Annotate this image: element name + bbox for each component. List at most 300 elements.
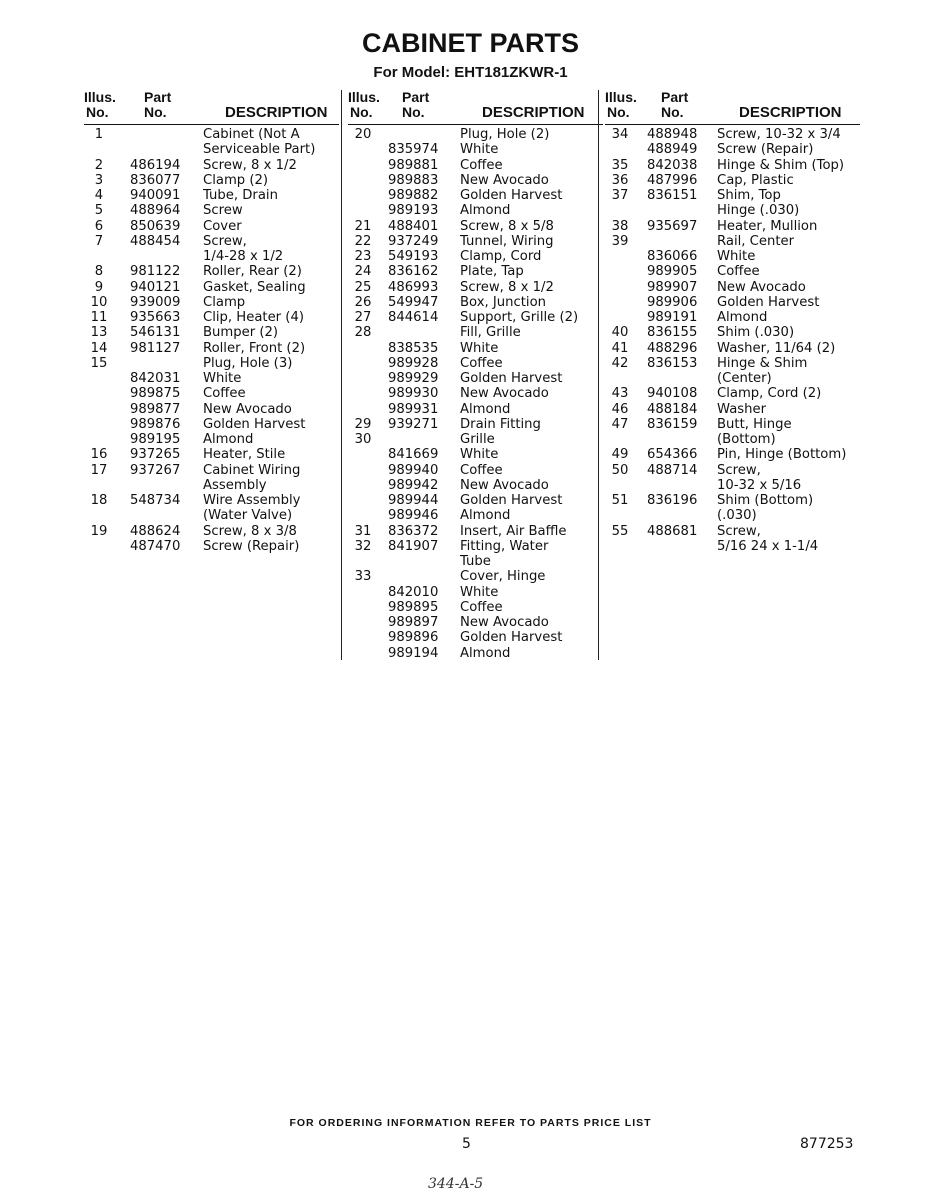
- part-description: Screw: [203, 203, 243, 219]
- part-description: Screw, 8 x 3/8: [203, 523, 297, 539]
- table-row: [348, 402, 603, 417]
- table-row: [605, 508, 860, 523]
- part-number: 989944: [388, 493, 439, 508]
- part-description: Almond: [203, 432, 254, 447]
- part-description: Plug, Hole (2): [460, 127, 550, 142]
- column-header: [84, 88, 339, 125]
- illus-number: 8: [94, 264, 104, 280]
- illus-number: 5: [94, 203, 104, 219]
- part-number: 940121: [130, 279, 181, 295]
- table-row: [84, 219, 339, 234]
- part-description: New Avocado: [460, 477, 549, 493]
- illus-number: 22: [354, 233, 372, 249]
- part-number: 935663: [130, 310, 181, 325]
- part-number: 842010: [388, 584, 439, 600]
- part-number: 989191: [647, 310, 698, 325]
- illus-number: 24: [354, 264, 372, 280]
- illus-number: 18: [90, 493, 108, 508]
- part-description: Almond: [717, 310, 768, 325]
- part-number: 842031: [130, 371, 181, 386]
- part-number: 989897: [388, 615, 439, 630]
- illus-number: 19: [90, 523, 108, 539]
- part-number: 487996: [647, 172, 698, 188]
- table-row: [348, 142, 603, 157]
- part-number: 937267: [130, 462, 181, 478]
- part-description: Plug, Hole (3): [203, 355, 293, 371]
- ordering-note: FOR ORDERING INFORMATION REFER TO PARTS PRICE LIST: [289, 1117, 652, 1129]
- part-description: Rail, Center: [717, 233, 795, 249]
- part-number: 989194: [388, 645, 439, 661]
- part-number: 939009: [130, 294, 181, 310]
- table-row: [605, 478, 860, 493]
- header-part-no: No.: [661, 104, 684, 120]
- table-row: [348, 524, 603, 539]
- part-number: 937265: [130, 447, 181, 463]
- part-description: New Avocado: [460, 615, 549, 630]
- part-number: 841907: [388, 538, 439, 554]
- table-row: [348, 234, 603, 249]
- part-description: Grille: [460, 432, 495, 447]
- table-row: [348, 447, 603, 462]
- illus-number: 25: [354, 279, 372, 295]
- part-description: Heater, Stile: [203, 447, 286, 463]
- header-illus: Illus.: [348, 89, 380, 105]
- part-description: (.030): [717, 508, 757, 524]
- part-number: 989881: [388, 157, 439, 173]
- header-illus: Illus.: [84, 89, 116, 105]
- table-row: [348, 295, 603, 310]
- part-description: Screw, 10-32 x 3/4: [717, 127, 841, 142]
- table-row: [84, 203, 339, 218]
- part-description: Shim, Top: [717, 188, 781, 203]
- part-number: 836153: [647, 355, 698, 371]
- part-description: Heater, Mullion: [717, 218, 818, 234]
- part-description: Screw, 8 x 1/2: [460, 279, 554, 295]
- illus-number: 43: [611, 386, 629, 402]
- illus-number: 13: [90, 325, 108, 341]
- table-row: [348, 554, 603, 569]
- part-number: 488681: [647, 523, 698, 539]
- part-number: 981127: [130, 340, 181, 356]
- part-number: 488964: [130, 203, 181, 219]
- column-divider: [598, 90, 599, 660]
- table-row: [605, 341, 860, 356]
- table-row: [605, 264, 860, 279]
- table-row: [84, 264, 339, 279]
- part-description: Tube: [460, 554, 491, 569]
- part-description: Cabinet (Not A: [203, 127, 300, 142]
- illus-number: 32: [354, 538, 372, 554]
- illus-number: 40: [611, 325, 629, 341]
- part-number: 989928: [388, 355, 439, 371]
- part-description: Golden Harvest: [203, 416, 306, 432]
- illus-number: 1: [94, 127, 104, 142]
- table-row: [348, 615, 603, 630]
- part-number: 940091: [130, 188, 181, 203]
- table-row: [84, 356, 339, 371]
- part-number: 989896: [388, 630, 439, 646]
- table-row: [605, 249, 860, 264]
- table-row: [605, 158, 860, 173]
- part-description: Clip, Heater (4): [203, 310, 304, 325]
- part-description: Washer, 11/64 (2): [717, 340, 836, 356]
- part-description: White: [460, 584, 499, 600]
- part-description: White: [203, 371, 242, 386]
- illus-number: 39: [611, 233, 629, 249]
- table-row: [605, 219, 860, 234]
- illus-number: 49: [611, 447, 629, 463]
- part-description: Screw (Repair): [203, 538, 300, 554]
- table-row: [348, 356, 603, 371]
- table-row: [348, 249, 603, 264]
- illus-number: 38: [611, 218, 629, 234]
- table-row: [605, 310, 860, 325]
- part-description: 10-32 x 5/16: [717, 477, 802, 493]
- table-row: [605, 280, 860, 295]
- part-description: (Bottom): [717, 432, 776, 447]
- table-row: [605, 295, 860, 310]
- part-description: Tube, Drain: [203, 188, 278, 203]
- table-row: [348, 585, 603, 600]
- header-part: Part: [661, 89, 689, 105]
- part-number: 838535: [388, 340, 439, 356]
- part-description: Gasket, Sealing: [203, 279, 306, 295]
- illus-number: 55: [611, 523, 629, 539]
- illus-number: 20: [354, 127, 372, 142]
- parts-column-2: [348, 88, 603, 661]
- part-description: 1/4-28 x 1/2: [203, 249, 284, 264]
- part-description: Golden Harvest: [460, 188, 563, 203]
- part-description: Roller, Rear (2): [203, 264, 302, 280]
- column-divider: [341, 90, 342, 660]
- part-number: 488624: [130, 523, 181, 539]
- table-row: [605, 402, 860, 417]
- header-illus-no: No.: [607, 104, 630, 120]
- illus-number: 33: [354, 569, 372, 585]
- table-row: [348, 478, 603, 493]
- part-number: 981122: [130, 264, 181, 280]
- part-number: 488401: [388, 218, 439, 234]
- part-description: White: [717, 249, 756, 264]
- part-number: 548734: [130, 493, 181, 508]
- header-description: DESCRIPTION: [482, 104, 585, 121]
- part-description: (Water Valve): [203, 508, 293, 524]
- illus-number: 17: [90, 462, 108, 478]
- part-number: 836196: [647, 493, 698, 508]
- document-number: 877253: [800, 1136, 854, 1152]
- column-header: [348, 88, 603, 125]
- table-row: [605, 417, 860, 432]
- table-row: [348, 539, 603, 554]
- part-description: New Avocado: [460, 172, 549, 188]
- part-number: 488949: [647, 142, 698, 158]
- part-number: 836159: [647, 416, 698, 432]
- part-number: 836066: [647, 249, 698, 264]
- model-subtitle: For Model: EHT181ZKWR-1: [373, 64, 568, 81]
- part-description: Golden Harvest: [460, 371, 563, 386]
- illus-number: 2: [94, 157, 104, 173]
- part-number: 989883: [388, 172, 439, 188]
- table-row: [605, 493, 860, 508]
- table-row: [84, 539, 339, 554]
- illus-number: 41: [611, 340, 629, 356]
- part-number: 989895: [388, 599, 439, 615]
- part-description: Assembly: [203, 477, 267, 493]
- table-row: [84, 127, 339, 142]
- illus-number: 10: [90, 294, 108, 310]
- part-description: Clamp, Cord: [460, 249, 542, 264]
- table-row: [84, 173, 339, 188]
- part-number: 989882: [388, 188, 439, 203]
- part-description: Coffee: [460, 355, 503, 371]
- part-number: 488184: [647, 401, 698, 417]
- part-number: 989876: [130, 416, 181, 432]
- table-row: [84, 417, 339, 432]
- part-description: Screw,: [717, 523, 761, 539]
- illus-number: 16: [90, 447, 108, 463]
- illus-number: 23: [354, 249, 372, 264]
- part-number: 836077: [130, 172, 181, 188]
- table-row: [84, 493, 339, 508]
- part-description: Hinge & Shim (Top): [717, 157, 845, 173]
- header-illus-no: No.: [350, 104, 373, 120]
- part-description: Screw,: [717, 462, 761, 478]
- table-row: [605, 524, 860, 539]
- page-title: CABINET PARTS: [361, 28, 579, 58]
- table-row: [348, 646, 603, 661]
- illus-number: 51: [611, 493, 629, 508]
- part-description: Screw (Repair): [717, 142, 814, 158]
- part-description: Washer: [717, 401, 767, 417]
- table-row: [348, 371, 603, 386]
- table-row: [605, 234, 860, 249]
- part-description: White: [460, 340, 499, 356]
- table-row: [348, 188, 603, 203]
- part-number: 844614: [388, 310, 439, 325]
- table-row: [605, 386, 860, 401]
- part-number: 850639: [130, 218, 181, 234]
- illus-number: 4: [94, 188, 104, 203]
- column-header: [605, 88, 860, 125]
- illus-number: 26: [354, 294, 372, 310]
- table-row: [84, 524, 339, 539]
- table-row: [605, 539, 860, 554]
- table-row: [84, 463, 339, 478]
- illus-number: 35: [611, 157, 629, 173]
- part-description: Golden Harvest: [717, 294, 820, 310]
- illus-number: 9: [94, 279, 104, 295]
- part-number: 989877: [130, 401, 181, 417]
- illus-number: 34: [611, 127, 629, 142]
- part-number: 836372: [388, 523, 439, 539]
- part-number: 989875: [130, 386, 181, 402]
- table-row: [84, 341, 339, 356]
- table-row: [348, 280, 603, 295]
- handwritten-note: 344-A-5: [428, 1176, 484, 1192]
- part-description: Shim (Bottom): [717, 493, 814, 508]
- illus-number: 7: [94, 233, 104, 249]
- illus-number: 15: [90, 355, 108, 371]
- part-number: 989195: [130, 432, 181, 447]
- part-description: Coffee: [717, 264, 760, 280]
- part-description: Almond: [460, 508, 511, 524]
- table-row: [605, 463, 860, 478]
- part-number: 989930: [388, 386, 439, 402]
- parts-column-1: [84, 88, 339, 554]
- table-row: [348, 417, 603, 432]
- part-description: Plate, Tap: [460, 264, 524, 280]
- part-number: 940108: [647, 386, 698, 402]
- table-row: [348, 630, 603, 645]
- part-number: 549947: [388, 294, 439, 310]
- table-row: [84, 158, 339, 173]
- part-number: 842038: [647, 157, 698, 173]
- table-row: [348, 386, 603, 401]
- table-row: [348, 493, 603, 508]
- part-number: 487470: [130, 538, 181, 554]
- table-row: [605, 203, 860, 218]
- part-number: 989942: [388, 477, 439, 493]
- part-description: Clamp: [203, 294, 246, 310]
- table-row: [84, 432, 339, 447]
- illus-number: 28: [354, 325, 372, 341]
- table-row: [605, 356, 860, 371]
- table-row: [348, 600, 603, 615]
- part-description: White: [460, 447, 499, 463]
- part-description: Box, Junction: [460, 294, 547, 310]
- part-number: 989193: [388, 203, 439, 219]
- illus-number: 11: [90, 310, 108, 325]
- table-row: [348, 173, 603, 188]
- part-number: 935697: [647, 218, 698, 234]
- header-part: Part: [144, 89, 172, 105]
- part-number: 486993: [388, 279, 439, 295]
- table-row: [84, 447, 339, 462]
- part-number: 989906: [647, 294, 698, 310]
- table-row: [348, 508, 603, 523]
- table-row: [84, 142, 339, 157]
- header-part-no: No.: [144, 104, 167, 120]
- table-row: [84, 478, 339, 493]
- part-description: Fill, Grille: [460, 325, 521, 341]
- illus-number: 46: [611, 401, 629, 417]
- part-description: Coffee: [460, 157, 503, 173]
- part-number: 989907: [647, 279, 698, 295]
- header-illus: Illus.: [605, 89, 637, 105]
- part-description: Screw, 8 x 5/8: [460, 218, 554, 234]
- table-row: [605, 173, 860, 188]
- part-number: 488714: [647, 462, 698, 478]
- table-row: [348, 325, 603, 340]
- part-number: 546131: [130, 325, 181, 341]
- part-number: 549193: [388, 249, 439, 264]
- table-row: [348, 310, 603, 325]
- part-description: Screw, 8 x 1/2: [203, 157, 297, 173]
- part-description: Hinge (.030): [717, 203, 800, 219]
- parts-column-3: [605, 88, 860, 554]
- header-part-no: No.: [402, 104, 425, 120]
- part-number: 937249: [388, 233, 439, 249]
- illus-number: 14: [90, 340, 108, 356]
- illus-number: 36: [611, 172, 629, 188]
- part-description: Cap, Plastic: [717, 172, 794, 188]
- table-row: [84, 402, 339, 417]
- part-number: 989946: [388, 508, 439, 524]
- part-description: Fitting, Water: [460, 538, 549, 554]
- part-description: Almond: [460, 203, 511, 219]
- part-description: Drain Fitting: [460, 416, 541, 432]
- table-row: [84, 295, 339, 310]
- part-number: 488296: [647, 340, 698, 356]
- table-row: [84, 188, 339, 203]
- part-description: Almond: [460, 645, 511, 661]
- table-row: [605, 447, 860, 462]
- part-description: Screw,: [203, 233, 247, 249]
- table-row: [348, 264, 603, 279]
- part-description: Almond: [460, 401, 511, 417]
- part-number: 989940: [388, 462, 439, 478]
- table-row: [348, 219, 603, 234]
- part-number: 939271: [388, 416, 439, 432]
- illus-number: 42: [611, 355, 629, 371]
- part-description: Golden Harvest: [460, 493, 563, 508]
- header-illus-no: No.: [86, 104, 109, 120]
- table-row: [348, 203, 603, 218]
- illus-number: 30: [354, 432, 372, 447]
- table-row: [605, 188, 860, 203]
- part-description: Hinge & Shim: [717, 355, 808, 371]
- part-description: Golden Harvest: [460, 630, 563, 646]
- part-number: 488454: [130, 233, 181, 249]
- part-description: Cabinet Wiring: [203, 462, 301, 478]
- table-row: [84, 325, 339, 340]
- part-number: 488948: [647, 127, 698, 142]
- table-row: [84, 386, 339, 401]
- part-description: Insert, Air Baffle: [460, 523, 567, 539]
- part-number: 835974: [388, 142, 439, 158]
- table-row: [605, 127, 860, 142]
- table-row: [605, 371, 860, 386]
- illus-number: 31: [354, 523, 372, 539]
- table-row: [605, 325, 860, 340]
- part-number: 989905: [647, 264, 698, 280]
- part-number: 486194: [130, 157, 181, 173]
- part-number: 654366: [647, 447, 698, 463]
- part-description: 5/16 24 x 1-1/4: [717, 538, 819, 554]
- table-row: [84, 249, 339, 264]
- illus-number: 37: [611, 188, 629, 203]
- part-description: New Avocado: [717, 279, 806, 295]
- table-row: [348, 158, 603, 173]
- part-description: White: [460, 142, 499, 158]
- part-description: Bumper (2): [203, 325, 279, 341]
- table-row: [348, 432, 603, 447]
- illus-number: 50: [611, 462, 629, 478]
- part-number: 989929: [388, 371, 439, 386]
- illus-number: 3: [94, 172, 104, 188]
- part-description: Coffee: [203, 386, 246, 402]
- part-number: 989931: [388, 401, 439, 417]
- table-row: [84, 234, 339, 249]
- part-description: Coffee: [460, 462, 503, 478]
- part-description: Roller, Front (2): [203, 340, 306, 356]
- page-number: 5: [462, 1136, 471, 1152]
- part-description: (Center): [717, 371, 772, 386]
- illus-number: 27: [354, 310, 372, 325]
- header-description: DESCRIPTION: [739, 104, 842, 121]
- table-row: [348, 127, 603, 142]
- part-number: 836155: [647, 325, 698, 341]
